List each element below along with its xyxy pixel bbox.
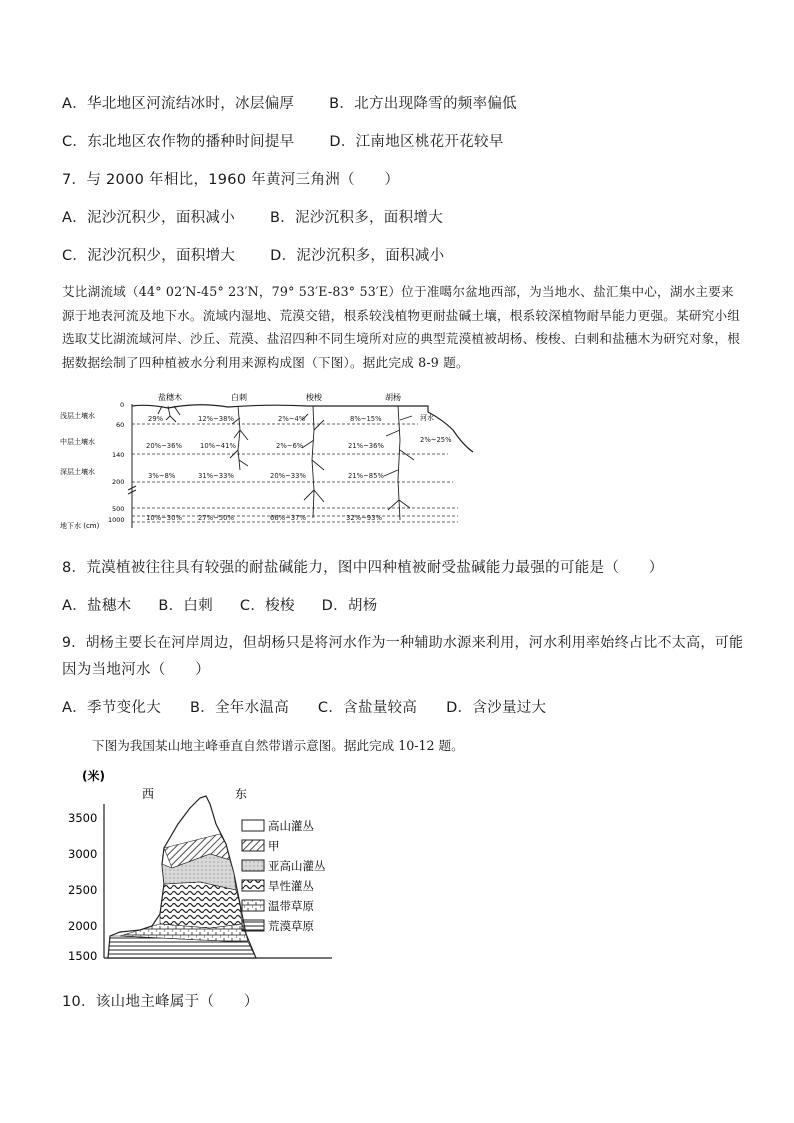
- q9-stem-line1: 9．胡杨主要长在河岸周边，但胡杨只是将河水作为一种辅助水源来利用，河水利用率始终占比不太高，可能: [62, 635, 744, 651]
- layer-label-deep: 深层土壤水: [60, 468, 95, 476]
- depth-tick-1000: 1000: [108, 516, 125, 524]
- q8-option-b: B．白刺: [158, 598, 213, 614]
- west-label: 西: [142, 787, 155, 801]
- cell-river: 2%~25%: [420, 436, 452, 444]
- q6-option-c: C．东北地区农作物的播种时间提早: [62, 134, 295, 150]
- legend-swatch-desert-steppe: [242, 920, 264, 931]
- cell-baici-shallow: 12%~38%: [198, 415, 234, 423]
- cell-yansuimu-shallow: 29%: [148, 415, 164, 423]
- plant-label-yansuimu: 盐穗木: [158, 393, 182, 402]
- q7-option-a: A．泥沙沉积少，面积减小: [62, 210, 236, 226]
- y-tick-1500: 1500: [68, 949, 98, 963]
- plant-label-huyang: 胡杨: [385, 393, 401, 402]
- y-unit: (米): [82, 769, 105, 783]
- cell-yansuimu-middle: 20%~36%: [146, 442, 182, 450]
- plant-label-suosuo: 梭梭: [306, 393, 322, 402]
- q6-options-row1: [62, 92, 547, 113]
- q9-option-d: D．含沙量过大: [446, 700, 547, 716]
- q6-options-row2: [62, 130, 534, 151]
- q7-options-row2: [62, 244, 474, 265]
- legend-label-drought-shrub: 旱性灌丛: [268, 879, 314, 893]
- depth-tick-140: 140: [112, 451, 125, 459]
- cell-baici-deep: 31%~33%: [198, 472, 234, 480]
- cell-huyang-shallow: 8%~15%: [350, 415, 382, 423]
- cell-huyang-deep: 21%~85%: [348, 472, 384, 480]
- legend-label-temperate-steppe: 温带草原: [268, 899, 314, 913]
- q6-option-b: B．北方出现降雪的频率偏低: [329, 96, 517, 112]
- depth-tick-200: 200: [112, 478, 125, 486]
- cell-yansuimu-deep: 3%~8%: [148, 472, 176, 480]
- q6-option-d: D．江南地区桃花开花较早: [329, 134, 504, 150]
- q10-stem: 10．该山地主峰属于（ ）: [62, 994, 259, 1010]
- cell-suosuo-shallow: 2%~4%: [278, 415, 306, 423]
- q9-option-a: A．季节变化大: [62, 700, 162, 716]
- q8-option-c: C．梭梭: [239, 598, 295, 614]
- water-source-figure: [58, 390, 478, 532]
- q9-stem-line2: 因为当地河水（ ）: [62, 662, 210, 678]
- cell-suosuo-middle: 2%~6%: [276, 442, 304, 450]
- q7-option-c: C．泥沙沉积少，面积增大: [62, 248, 236, 264]
- passage-8-9: 艾比湖流域（44° 02′N-45° 23′N，79° 53′E-83° 53′E）位于准噶尔盆地西部，为当地水、盐汇集中心，湖水主要来源于地表河流及地下水。流域内湿地、荒漠交错，根系较浅植物更耐盐碱土壤，根系较深植物耐旱能力更强。某研究小组选取艾比湖流域河岸、沙丘、荒漠、盐沼四种不同生境所对应的典型荒漠植被胡杨、梭梭、白刺和盐穗木为研究对象，根据数据绘制了四种植被水分利用来源构成图（下图）。据此完成 8-9 题。: [62, 284, 741, 370]
- legend-label-alpine-shrub: 高山灌丛: [268, 819, 314, 833]
- y-tick-2500: 2500: [68, 883, 98, 897]
- mountain-figure: [60, 764, 350, 970]
- legend-label-jia: 甲: [268, 839, 280, 853]
- legend-swatch-jia: [242, 840, 264, 851]
- river-label: 河水: [420, 414, 434, 422]
- legend-swatch-temperate-steppe: [242, 900, 264, 911]
- cell-suosuo-ground: 66%~37%: [270, 514, 306, 522]
- q8-options: [62, 594, 400, 615]
- depth-tick-60: 60: [116, 421, 125, 429]
- layer-label-middle: 中层土壤水: [60, 438, 95, 446]
- q7-option-d: D．泥沙沉积多，面积减小: [270, 248, 445, 264]
- legend-label-desert-steppe: 荒漠草原: [268, 919, 314, 933]
- plant-label-baici: 白刺: [231, 393, 247, 402]
- band-drought-shrub: [160, 882, 242, 928]
- q7-option-b: B．泥沙沉积多，面积增大: [269, 210, 443, 226]
- y-tick-3000: 3000: [68, 847, 98, 861]
- q8-stem: 8．荒漠植被往往具有较强的耐盐碱能力，图中四种植被耐受盐碱能力最强的可能是（ ）: [62, 560, 664, 576]
- cell-huyang-ground: 32%~93%: [346, 514, 382, 522]
- cell-suosuo-deep: 20%~33%: [270, 472, 306, 480]
- depth-tick-0: 0: [120, 401, 125, 409]
- passage-10-12: 下图为我国某山地主峰垂直自然带谱示意图。据此完成 10-12 题。: [92, 738, 464, 753]
- legend-swatch-subalpine-shrub: [242, 860, 264, 871]
- q9-option-c: C．含盐量较高: [317, 700, 418, 716]
- east-label: 东: [235, 787, 248, 801]
- q7-options-row1: [62, 206, 473, 227]
- legend: [242, 819, 326, 933]
- legend-swatch-alpine-shrub: [242, 820, 264, 831]
- cell-baici-ground: 27%~50%: [198, 514, 234, 522]
- q6-option-a: A．华北地区河流结冰时，冰层偏厚: [62, 96, 295, 112]
- cell-baici-middle: 10%~41%: [200, 442, 236, 450]
- cell-yansuimu-ground: 10%~30%: [146, 514, 182, 522]
- q9-options: [62, 696, 570, 717]
- legend-label-subalpine-shrub: 亚高山灌丛: [268, 859, 326, 873]
- cell-huyang-middle: 21%~36%: [348, 442, 384, 450]
- layer-label-shallow: 浅层土壤水: [60, 412, 95, 420]
- q8-option-a: A．盐穗木: [62, 598, 132, 614]
- q9-option-b: B．全年水温高: [189, 700, 289, 716]
- root-systems: [158, 406, 414, 520]
- layer-label-groundwater: 地下水 (cm): [60, 522, 100, 530]
- y-tick-2000: 2000: [68, 919, 98, 933]
- q7-stem: 7．与 2000 年相比，1960 年黄河三角洲（ ）: [62, 172, 400, 188]
- y-tick-3500: 3500: [68, 811, 98, 825]
- q8-option-d: D．胡杨: [321, 598, 378, 614]
- depth-tick-500: 500: [112, 505, 125, 513]
- legend-swatch-drought-shrub: [242, 880, 264, 891]
